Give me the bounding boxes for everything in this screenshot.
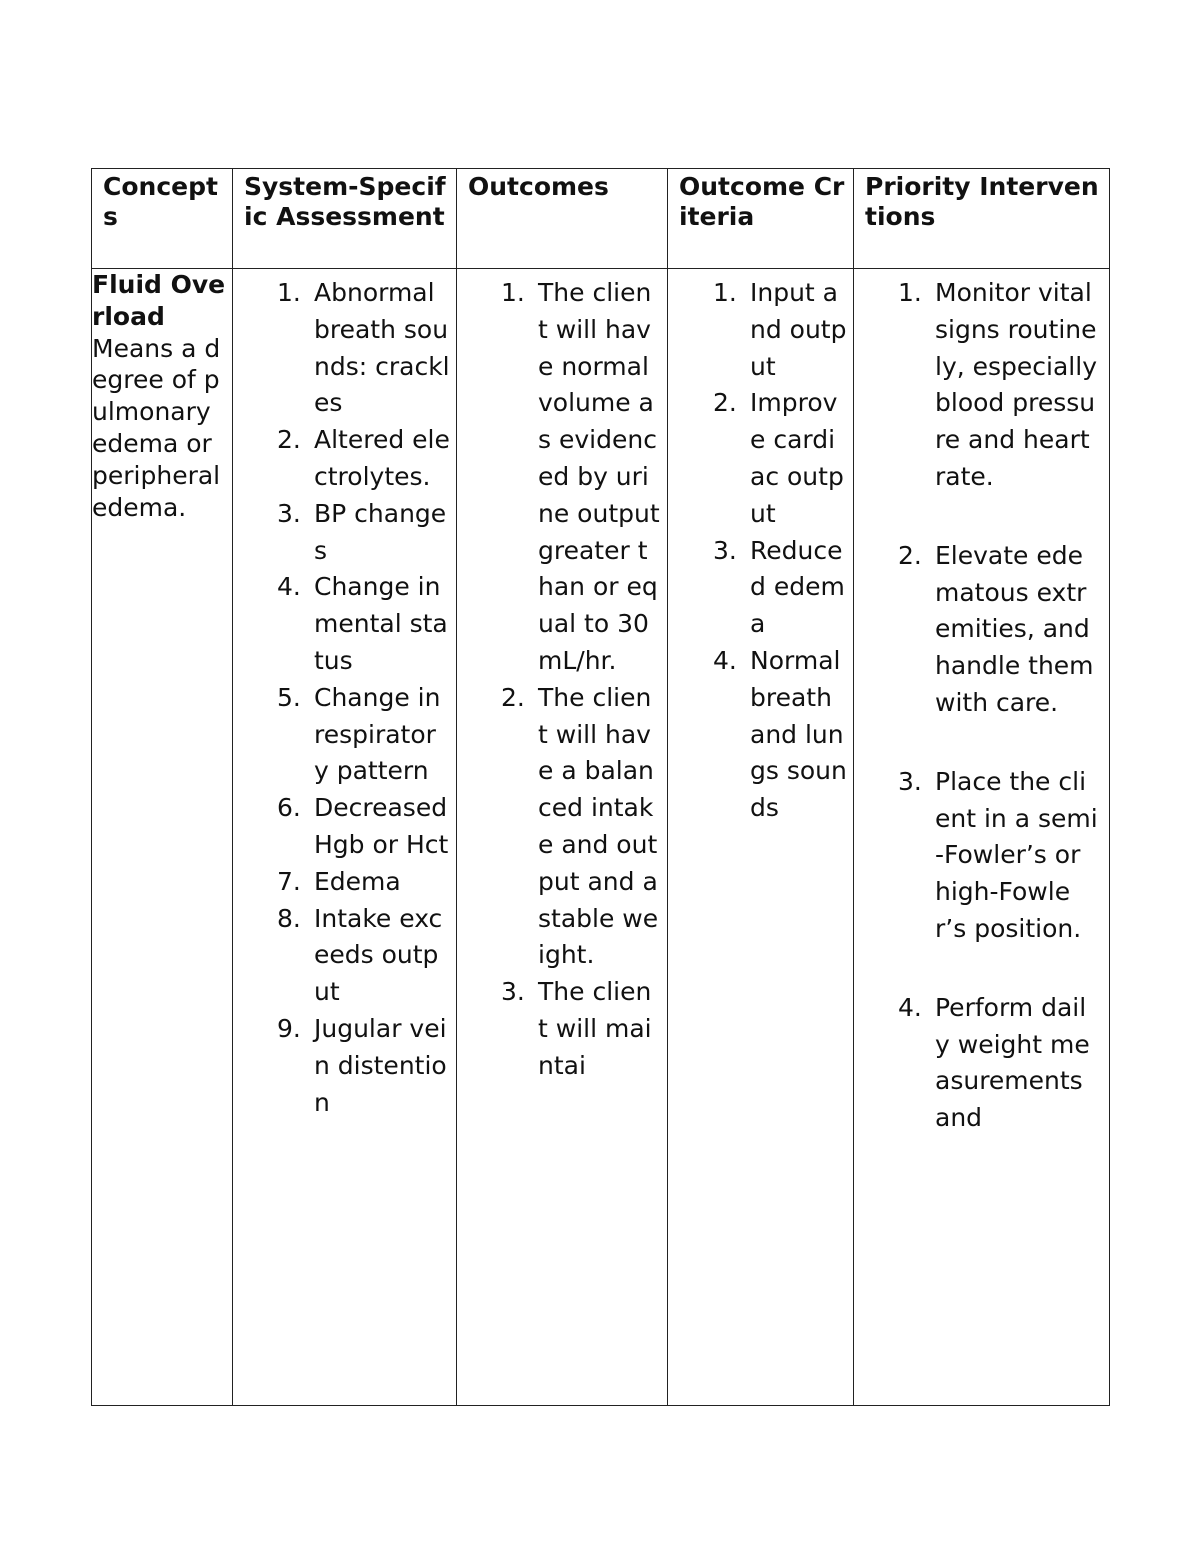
list-number: 4. xyxy=(713,645,737,675)
list-number: 1. xyxy=(501,278,525,307)
list-item xyxy=(501,680,661,974)
list-item-text: The client will maintai xyxy=(538,977,652,1080)
header-row xyxy=(92,169,1110,269)
list-item xyxy=(277,790,450,864)
list-number: 3. xyxy=(277,498,301,528)
assessment-cell xyxy=(233,269,457,1406)
list-number: 3. xyxy=(713,535,737,565)
list-item xyxy=(713,385,849,532)
list-number: 4. xyxy=(277,572,301,602)
list-number: 5. xyxy=(277,682,301,712)
list-number: 3. xyxy=(501,977,525,1007)
care-plan-table xyxy=(91,168,1110,1406)
list-number: 1. xyxy=(898,278,922,307)
list-item-text: Monitor vital signs routinely, especially blood pressure and heart rate. xyxy=(935,278,1097,491)
list-item-text: Reduced edema xyxy=(750,535,845,639)
list-item-text: Elevate edematous extremities, and handle them with care. xyxy=(935,540,1094,717)
concept-definition: Means a degree of pulmonary edema or peripheral edema. xyxy=(92,333,221,522)
list-item-text: BP changes xyxy=(314,498,447,565)
interventions-cell xyxy=(854,269,1110,1406)
list-item xyxy=(277,496,450,570)
list-item-text: Change in mental status xyxy=(314,572,448,675)
concept-title: Fluid Overload xyxy=(92,270,226,331)
list-item-text: The client will have a balanced intake and output and a stable weight. xyxy=(538,682,659,970)
list-item-text: Edema xyxy=(314,866,401,896)
list-number: 7. xyxy=(277,866,301,896)
list-item xyxy=(277,1011,450,1121)
list-item xyxy=(898,275,1099,496)
header-concepts: Concepts xyxy=(92,169,233,269)
list-item xyxy=(898,538,1099,722)
list-item-text: Intake exceeds output xyxy=(314,903,443,1007)
list-number: 4. xyxy=(898,992,922,1022)
list-item xyxy=(277,569,450,679)
list-item-text: Normal breath and lungs sounds xyxy=(750,645,847,823)
list-item xyxy=(898,764,1099,948)
assessment-list xyxy=(233,269,456,1121)
list-item-text: Abnormal breath sounds: crackles xyxy=(314,278,450,418)
concept-cell xyxy=(92,269,233,1406)
outcomes-cell xyxy=(457,269,668,1406)
header-outcomes: Outcomes xyxy=(457,169,668,269)
header-criteria: Outcome Criteria xyxy=(668,169,854,269)
list-number: 1. xyxy=(713,278,737,307)
list-number: 9. xyxy=(277,1013,301,1043)
list-item xyxy=(713,533,849,643)
header-assessment: System-Specific Assessment xyxy=(233,169,457,269)
list-item xyxy=(713,275,849,385)
criteria-cell xyxy=(668,269,854,1406)
list-item xyxy=(277,864,450,901)
list-number: 6. xyxy=(277,793,301,823)
list-item-text: Place the client in a semi-Fowler’s or high-Fowler’s position. xyxy=(935,766,1098,943)
list-item-text: Decreased Hgb or Hct xyxy=(314,793,449,859)
list-number: 2. xyxy=(277,425,301,455)
list-item-text: Change in respiratory pattern xyxy=(314,682,441,786)
list-item-text: Altered electrolytes. xyxy=(314,425,450,491)
list-item xyxy=(501,275,661,680)
list-item xyxy=(713,643,849,827)
list-item-text: Perform daily weight measurements and xyxy=(935,992,1090,1133)
list-item-text: Input and output xyxy=(750,278,847,381)
list-item xyxy=(277,680,450,790)
list-number: 2. xyxy=(713,388,737,418)
list-number: 2. xyxy=(898,540,922,570)
interventions-list xyxy=(854,269,1109,1137)
list-item xyxy=(277,275,450,422)
list-item xyxy=(277,901,450,1011)
body-row xyxy=(92,269,1110,1406)
list-number: 8. xyxy=(277,903,301,933)
criteria-list xyxy=(668,269,853,827)
list-item-text: The client will have normal volume as evidenced by urine output greater than or equal to 30 mL/hr. xyxy=(538,278,660,675)
list-number: 2. xyxy=(501,682,525,712)
list-number: 1. xyxy=(277,278,301,307)
list-number: 3. xyxy=(898,766,922,796)
list-item-text: Improve cardiac output xyxy=(750,388,844,528)
list-item xyxy=(898,990,1099,1137)
header-interventions: Priority Interventions xyxy=(854,169,1110,269)
list-item xyxy=(501,974,661,1084)
list-item-text: Jugular vein distention xyxy=(314,1013,447,1117)
list-item xyxy=(277,422,450,496)
outcomes-list xyxy=(457,269,667,1085)
